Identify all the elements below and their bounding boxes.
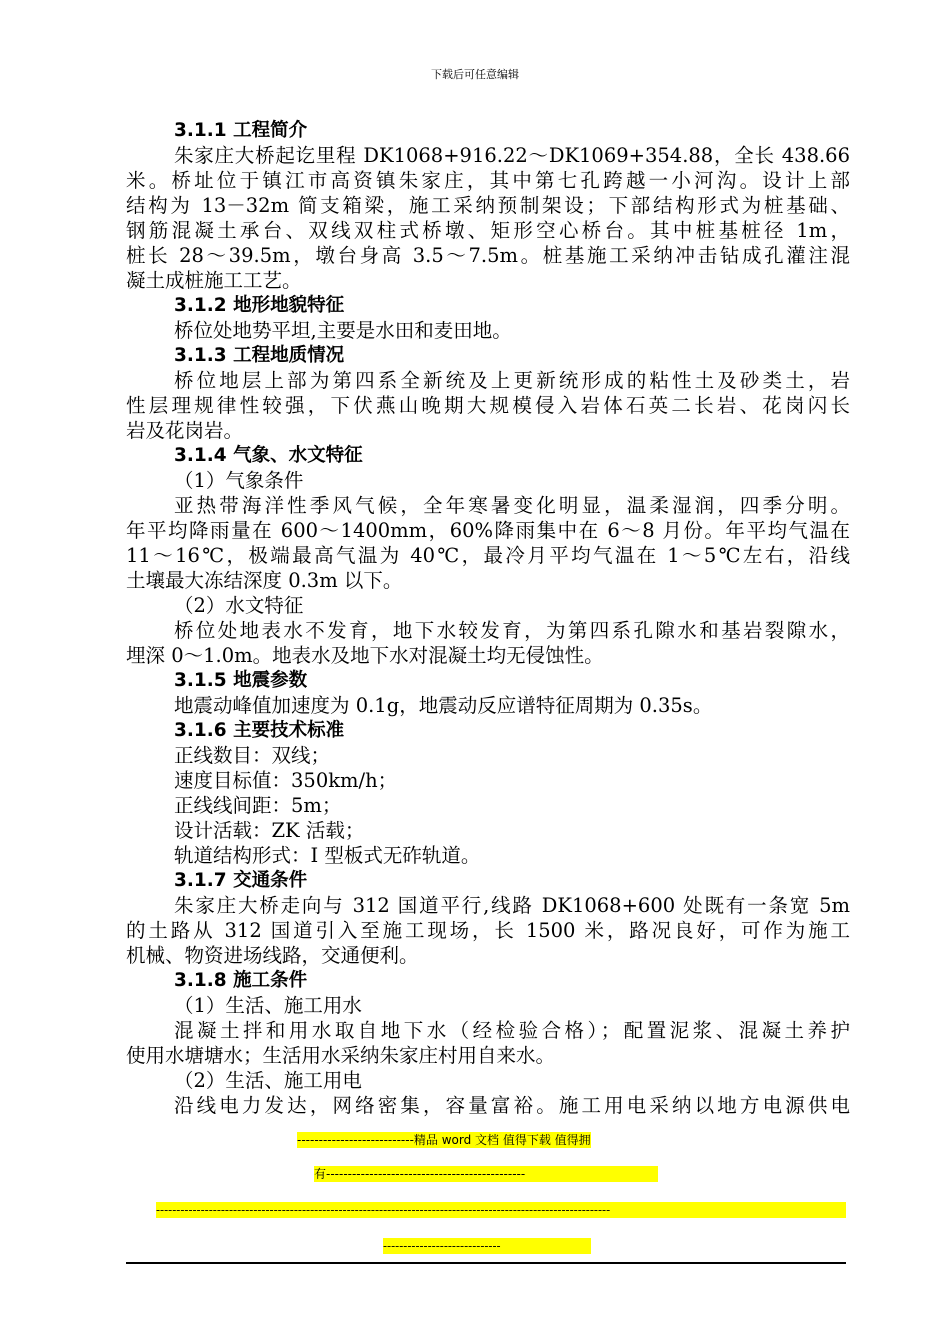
footer-watermark-line-4: ----------------------------- — [383, 1238, 591, 1254]
paragraph-line: 年平均降雨量在 600～1400mm，60%降雨集中在 6～8 月份。年平均气温在 — [126, 519, 850, 542]
section-heading-3-1-3: 3.1.3 工程地质情况 — [174, 345, 345, 366]
spec-line: 轨道结构形式：I 型板式无砟轨道。 — [174, 844, 481, 867]
paragraph-line: 凝土成桩施工工艺。 — [126, 269, 302, 292]
spec-line: 设计活载：ZK 活载； — [174, 819, 365, 842]
paragraph-line: 桥位处地表水不发育，地下水较发育，为第四系孔隙水和基岩裂隙水， — [174, 619, 850, 642]
paragraph-line: 的土路从 312 国道引入至施工现场，长 1500 米，路况良好，可作为施工 — [126, 919, 850, 942]
subsection-label: （1）生活、施工用水 — [174, 994, 362, 1017]
footer-watermark-line-3: ---------------------------------------------------------------------------------------------------------------- — [156, 1202, 846, 1218]
paragraph-line: 桩长 28～39.5m，墩台身高 3.5～7.5m。桩基施工采纳冲击钻成孔灌注混 — [126, 244, 850, 267]
paragraph-line: 机械、物资进场线路，交通便利。 — [126, 944, 419, 967]
paragraph-line: 11～16℃，极端最高气温为 40℃，最冷月平均气温在 1～5℃左右，沿线 — [126, 544, 850, 567]
spec-line: 正线线间距：5m； — [174, 794, 342, 817]
spec-line: 速度目标值：350km/h； — [174, 769, 398, 792]
spec-line: 正线数目：双线； — [174, 744, 331, 767]
footer-watermark-line-1: ---------------------------精品 word 文档 值得下载 值得拥 — [297, 1133, 591, 1147]
paragraph-line: 钢筋混凝土承台、双线双柱式桥墩、矩形空心桥台。其中桩基桩径 1m， — [126, 219, 850, 242]
section-heading-3-1-5: 3.1.5 地震参数 — [174, 670, 308, 691]
paragraph-line: 埋深 0～1.0m。地表水及地下水对混凝土均无侵蚀性。 — [126, 644, 604, 667]
paragraph-line: 岩及花岗岩。 — [126, 419, 244, 442]
paragraph-line: 混凝土拌和用水取自地下水（经检验合格）；配置泥浆、混凝土养护 — [174, 1019, 850, 1042]
footer-divider — [126, 1262, 846, 1264]
paragraph-line: 地震动峰值加速度为 0.1g，地震动反应谱特征周期为 0.35s。 — [174, 694, 713, 717]
document-body — [126, 118, 850, 1118]
section-heading-3-1-7: 3.1.7 交通条件 — [174, 870, 308, 891]
paragraph-line: 土壤最大冻结深度 0.3m 以下。 — [126, 569, 403, 592]
paragraph-line: 朱家庄大桥走向与 312 国道平行,线路 DK1068+600 处既有一条宽 5m — [174, 894, 850, 917]
subsection-label: （1）气象条件 — [174, 469, 304, 492]
section-heading-3-1-1: 3.1.1 工程简介 — [174, 120, 308, 141]
section-heading-3-1-8: 3.1.8 施工条件 — [174, 970, 308, 991]
subsection-label: （2）水文特征 — [174, 594, 304, 617]
paragraph-line: 桥位处地势平坦,主要是水田和麦田地。 — [174, 319, 512, 342]
paragraph-line: 结构为 13－32m 简支箱梁，施工采纳预制架设；下部结构形式为桩基础、 — [126, 194, 850, 217]
paragraph-line: 沿线电力发达，网络密集，容量富裕。施工用电采纳以地方电源供电 — [174, 1094, 850, 1117]
section-heading-3-1-4: 3.1.4 气象、水文特征 — [174, 445, 363, 466]
paragraph-line: 桥位地层上部为第四系全新统及上更新统形成的粘性土及砂类土，岩 — [174, 369, 850, 392]
section-heading-3-1-6: 3.1.6 主要技术标准 — [174, 720, 345, 741]
paragraph-line: 性层理规律性较强，下伏燕山晚期大规模侵入岩体石英二长岩、花岗闪长 — [126, 394, 850, 417]
page-header: 下载后可任意编辑 — [431, 68, 519, 81]
subsection-label: （2）生活、施工用电 — [174, 1069, 362, 1092]
paragraph-line: 米。桥址位于镇江市高资镇朱家庄，其中第七孔跨越一小河沟。设计上部 — [126, 169, 850, 192]
paragraph-line: 朱家庄大桥起讫里程 DK1068+916.22～DK1069+354.88，全长 438.66 — [174, 144, 850, 167]
paragraph-line: 亚热带海洋性季风气候，全年寒暑变化明显，温柔湿润，四季分明。 — [174, 494, 850, 517]
footer-watermark-line-2: 有---------------------------------------------- — [314, 1166, 658, 1182]
paragraph-line: 使用水塘塘水；生活用水采纳朱家庄村用自来水。 — [126, 1044, 556, 1067]
section-heading-3-1-2: 3.1.2 地形地貌特征 — [174, 295, 345, 316]
